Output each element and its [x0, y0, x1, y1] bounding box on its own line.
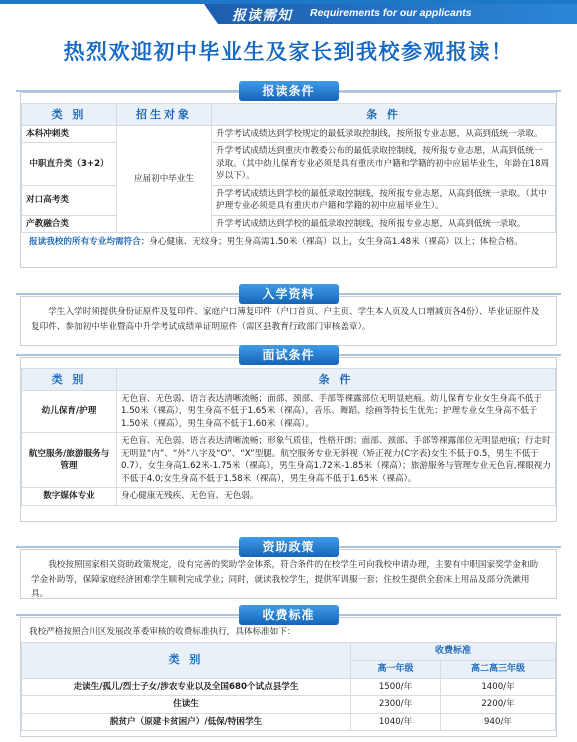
table-cell-category: 中职直升类（3+2） — [22, 143, 117, 185]
table-cell-condition: 无色盲、无色弱、语言表达清晰流畅；形象气质佳，性格开朗；面部、颈部、手部等裸露部位无明显疤痕；行走时无明显“内”、“外”八字及“O”、“X”型腿。航空服务专业无斜视（矫正视力(C字表)女生不低于0.5，男生不低于0.7），女生身高1.62米-1.75米（裸高），男生身高1.72米-1.85米（裸高）；旅游服务与管理专业无色盲,裸眼视力不低于4.0;女生身高不低于1.58米（裸高），男生身高不低于1.65米（裸高）。 — [117, 433, 556, 488]
table-cell-condition: 身心健康无残疾、无色盲、无色弱。 — [117, 488, 556, 505]
fees-section — [20, 617, 557, 737]
table-cell-category: 幼儿保育/护理 — [22, 391, 117, 433]
table-header: 类 别 — [22, 104, 117, 126]
section-badge-aid: 资助政策 — [239, 537, 339, 557]
table-header: 高一年级 — [351, 660, 441, 678]
header-tab-subtitle: Requirements for our applicants — [310, 7, 472, 19]
table-row — [22, 488, 556, 505]
table-row — [22, 391, 556, 433]
section-badge-interview: 面试条件 — [239, 345, 339, 365]
table-cell-fee: 2300/年 — [351, 696, 441, 713]
table-cell-fee: 2200/年 — [441, 696, 556, 713]
section-badge-conditions: 报读条件 — [239, 81, 339, 101]
conditions-section — [20, 92, 557, 268]
table-row — [22, 433, 556, 488]
table-cell-fee: 1400/年 — [441, 678, 556, 695]
table-row — [22, 126, 556, 143]
table-row — [22, 713, 556, 730]
table-cell-condition: 升学考试成绩达到学校规定的最低录取控制线，按所报专业志愿，从高到低统一录取。 — [212, 126, 556, 143]
table-cell-condition: 升学考试成绩达到学校的最低录取控制线，按所报专业志愿，从高到低统一录取。（其中护理专业必须是具有重庆市户籍和学籍的初中应届毕业生）。 — [212, 185, 556, 215]
header-bar — [0, 0, 577, 28]
table-cell-category: 对口高考类 — [22, 185, 117, 215]
table-cell-fee: 1040/年 — [351, 713, 441, 730]
table-cell-category: 本科冲刺类 — [22, 126, 117, 143]
table-cell-category: 产教融合类 — [22, 215, 117, 232]
note-text: 身心健康、无纹身；男生身高需1.50米（裸高）以上，女生身高1.48米（裸高）以上；体检合格。 — [149, 237, 523, 248]
table-header: 类 别 — [22, 642, 351, 678]
conditions-note — [21, 233, 556, 252]
table-cell-category: 航空服务/旅游服务与管理 — [22, 433, 117, 488]
table-header: 招生对象 — [117, 104, 212, 126]
table-header-row — [22, 369, 556, 391]
admission-text: 学生入学时须提供身份证原件及复印件、家庭户口簿复印件（户口首页、户主页、学生本人页及人口增减页各4份）、毕业证原件及复印件、参加初中毕业暨高中升学考试成绩单证明原件（需区县教育行政部门审核盖章）。 — [31, 307, 540, 332]
table-row — [22, 143, 556, 185]
note-label: 报读我校的所有专业均需符合： — [29, 237, 150, 248]
table-header: 收费标准 — [351, 642, 556, 660]
aid-text: 我校按照国家相关资助政策规定，设有完善的奖助学金体系，符合条件的在校学生可向我校申请办理，主要有中职国家奖学金和助学金补助等，保障家庭经济困难学生顺利完成学业；同时，就读我校学生，提供军训服一套；住校生提供全套床上用品及部分洗漱用具。 — [31, 560, 539, 600]
table-cell-fee: 940/年 — [441, 713, 556, 730]
table-header: 条 件 — [212, 104, 556, 126]
page-title: 热烈欢迎初中毕业生及家长到我校参观报读！ — [63, 40, 514, 64]
table-cell-target: 应届初中毕业生 — [117, 126, 212, 233]
section-badge-fees: 收费标准 — [239, 605, 339, 625]
table-header: 类 别 — [22, 369, 117, 391]
table-row — [22, 678, 556, 695]
table-cell-category: 数字媒体专业 — [22, 488, 117, 505]
header-tab — [218, 4, 577, 24]
header-tab-title: 报读需知 — [232, 8, 292, 24]
table-cell-condition: 无色盲、无色弱、语言表达清晰流畅；面部、颈部、手部等裸露部位无明显疤痕。幼儿保育专业女生身高不低于1.50米（裸高），男生身高不低于1.65米（裸高），音乐、舞蹈、绘画等特长生优先；护理专业女生身高不低于1.50米（裸高），男生身高不低于1.60米（裸高）。 — [117, 391, 556, 433]
interview-table — [21, 368, 556, 506]
table-header: 高二高三年级 — [441, 660, 556, 678]
interview-section — [20, 357, 557, 522]
table-row — [22, 696, 556, 713]
table-cell-condition: 升学考试成绩达到重庆市教委公布的最低录取控制线，按所报专业志愿，从高到低统一录取。（其中幼儿保育专业必须是具有重庆市户籍和学籍的初中应届毕业生，年龄在18周岁以下）。 — [212, 143, 556, 185]
table-row — [22, 185, 556, 215]
table-row — [22, 215, 556, 232]
section-badge-admission: 入学资料 — [239, 284, 339, 304]
table-cell-fee: 1500/年 — [351, 678, 441, 695]
fees-intro: 我校严格按照合川区发展改革委审核的收费标准执行，具体标准如下： — [29, 627, 296, 637]
table-cell-category: 住读生 — [22, 696, 351, 713]
table-cell-category: 脱贫户（原建卡贫困户）/低保/特困学生 — [22, 713, 351, 730]
table-cell-condition: 升学考试成绩达到学校的最低录取控制线，按所报专业志愿，从高到低统一录取。 — [212, 215, 556, 232]
fees-table — [21, 642, 556, 731]
table-header-row — [22, 642, 556, 660]
table-header: 条 件 — [117, 369, 556, 391]
table-cell-category: 走读生/孤儿/烈士子女/涉农专业以及全国680个试点县学生 — [22, 678, 351, 695]
conditions-table — [21, 103, 556, 233]
table-header-row — [22, 104, 556, 126]
